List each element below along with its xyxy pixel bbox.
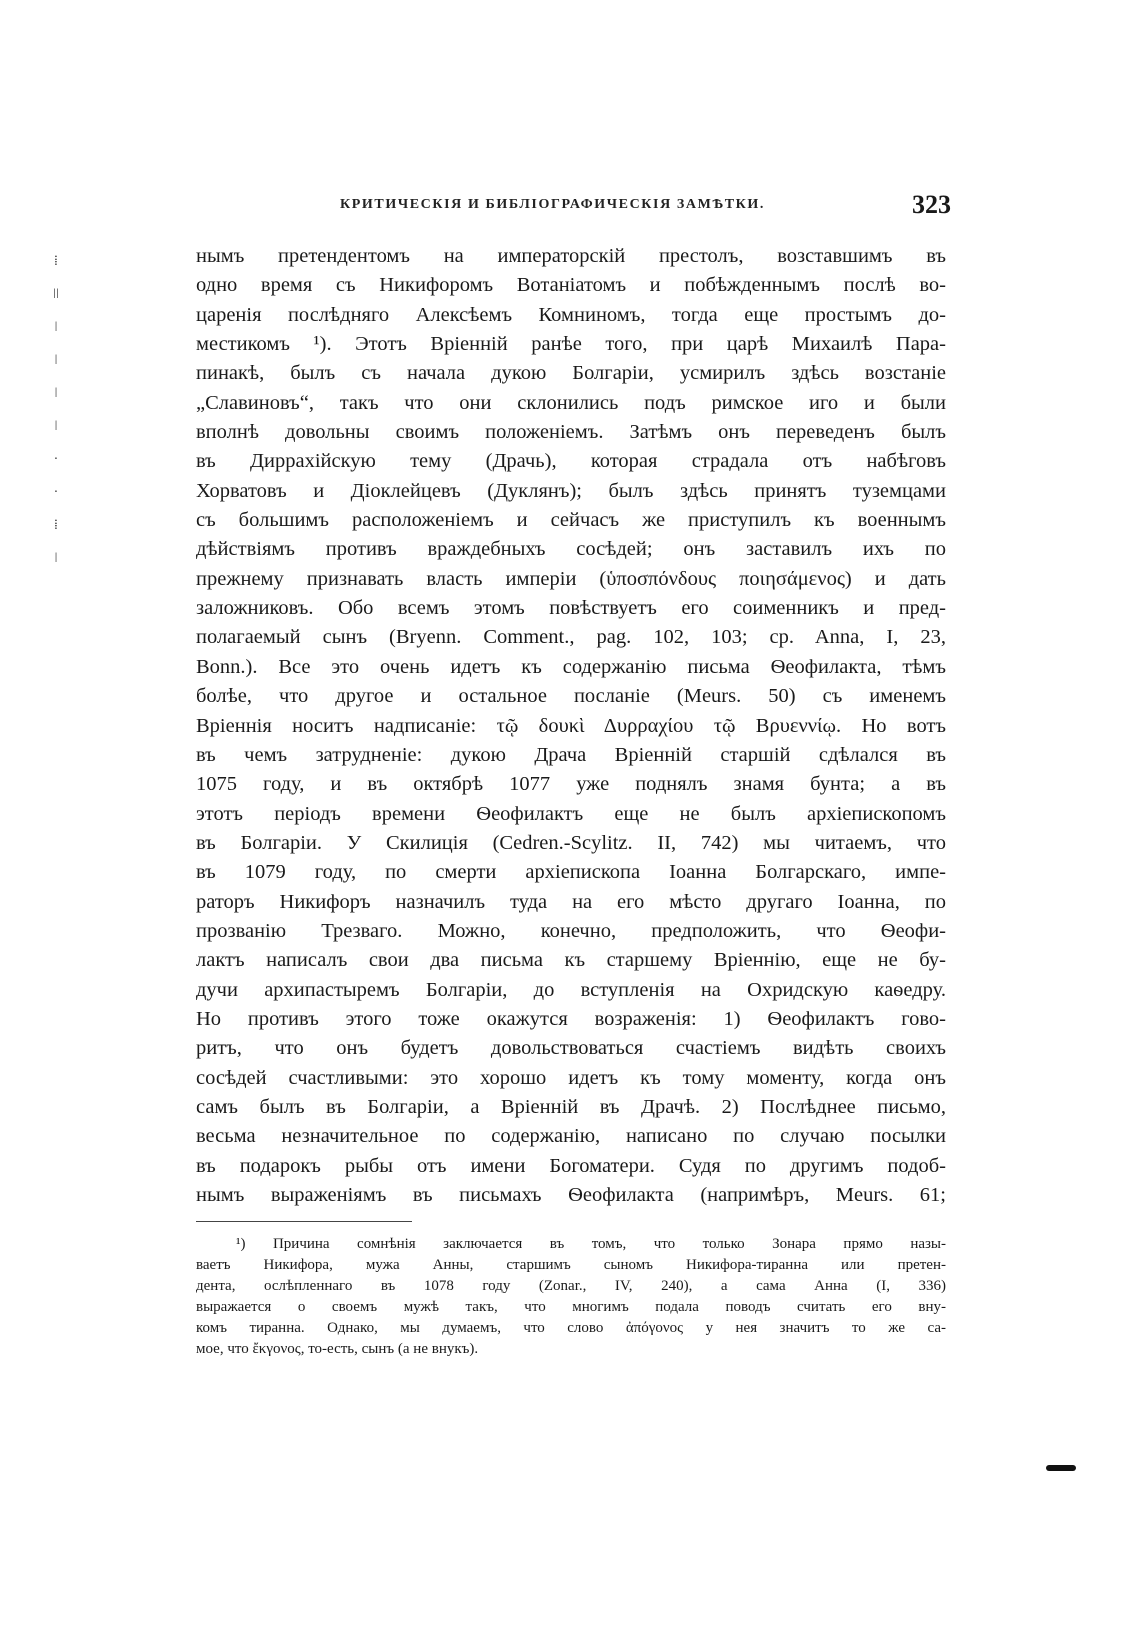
body-line: нымъ выраженіямъ въ письмахъ Ѳеофилакта (напримѣръ, Meurs. 61;: [196, 1184, 946, 1206]
body-line: Вріеннія носитъ надписаніе: τῷ δουκὶ Δυρραχίου τῷ Βρυεννίῳ. Но вотъ: [196, 714, 946, 737]
running-head: КРИТИЧЕСКІЯ И БИБЛІОГРАФИЧЕСКІЯ ЗАМѢТКИ.: [340, 197, 765, 212]
body-line: прозванію Трезваго. Можно, конечно, предположить, что Ѳеофи-: [196, 919, 946, 942]
body-line: прежнему признавать власть имперіи (ὑποσπόνδους ποιησάμενος) и дать: [196, 567, 946, 590]
body-line: весьма незначительное по содержанію, написано по случаю посылки: [196, 1125, 946, 1148]
margin-mark: ·: [53, 485, 59, 500]
margin-mark: ǀ: [54, 386, 58, 401]
body-line: болѣе, что другое и остальное посланіе (Meurs. 50) съ именемъ: [196, 685, 946, 708]
margin-mark: ǀ: [54, 419, 58, 434]
margin-mark: ǀ: [54, 353, 58, 368]
footnote: [196, 1234, 946, 1360]
margin-mark: ǀ: [54, 551, 58, 566]
body-line: сосѣдей счастливыми: это хорошо идетъ къ тому моменту, когда онъ: [196, 1066, 946, 1089]
body-line: Но противъ этого тоже окажутся возраженія: 1) Ѳеофилактъ гово-: [196, 1007, 946, 1030]
footnote-line: ваетъ Никифора, мужа Анны, старшимъ сыномъ Никифора-тиранна или претен-: [196, 1257, 946, 1273]
body-line: Хорватовъ и Діоклейцевъ (Дуклянъ); былъ здѣсь принятъ туземцами: [196, 479, 946, 502]
body-line: Bonn.). Все это очень идетъ къ содержанію письма Ѳеофилакта, тѣмъ: [196, 655, 946, 678]
body-line: съ большимъ расположеніемъ и сейчасъ же приступилъ къ военнымъ: [196, 509, 946, 532]
body-line: въ Болгаріи. У Скилицiя (Cedren.-Scylitz. II, 742) мы читаемъ, что: [196, 831, 946, 854]
body-line: пинакѣ, былъ съ начала дукою Болгаріи, усмирилъ здѣсь возстаніе: [196, 362, 946, 385]
page-number: 323: [912, 190, 951, 219]
body-line: въ Диррахійскую тему (Драчь), которая страдала отъ набѣговъ: [196, 450, 946, 473]
body-line: въ 1079 году, по смерти архіепископа Іоанна Болгарскаго, импе-: [196, 861, 946, 884]
footnote-line: выражается о своемъ мужѣ такъ, что многимъ подала поводъ считать его вну-: [196, 1299, 946, 1315]
footnote-line: мое, что ἔκγονος, то-есть, сынъ (а не внукъ).: [196, 1341, 479, 1357]
body-line: 1075 году, и въ октябрѣ 1077 уже поднялъ знамя бунта; а въ: [196, 773, 946, 796]
body-text: [196, 242, 946, 1210]
footnote-line: дента, ослѣпленнаго въ 1078 году (Zonar., IV, 240), а сама Анна (I, 336): [196, 1278, 946, 1294]
body-line: нымъ претендентомъ на императорскій престолъ, возставшимъ въ: [196, 245, 946, 267]
body-line: „Славиновъ“, такъ что они склонились подъ римское иго и были: [196, 391, 946, 414]
body-line: въ чемъ затрудненіе: дукою Драча Вріенній старшій сдѣлался въ: [196, 743, 946, 766]
margin-mark: ⁞: [54, 518, 58, 533]
margin-mark: ǀ: [54, 320, 58, 335]
footnote-line: комъ тиранна. Однако, мы думаемъ, что слово ἀπόγονος у нея значитъ то же са-: [196, 1320, 946, 1336]
body-line: местикомъ ¹). Этотъ Вріенній ранѣе того, при царѣ Михаилѣ Пара-: [196, 333, 946, 356]
margin-marks: [46, 254, 66, 584]
body-line: лактъ написалъ свои два письма къ старшему Вріеннію, еще не бу-: [196, 949, 946, 972]
body-line: раторъ Никифоръ назначилъ туда на его мѣсто другаго Іоанна, по: [196, 890, 946, 913]
body-line: заложниковъ. Обо всемъ этомъ повѣствуетъ его соименникъ и пред-: [196, 597, 946, 620]
body-line: этотъ періодъ времени Ѳеофилактъ еще не былъ архіепископомъ: [196, 802, 946, 825]
body-line: царенія послѣдняго Алексѣемъ Комниномъ, тогда еще простымъ до-: [196, 303, 946, 326]
margin-mark: ǀǀ: [53, 287, 59, 302]
body-line: ритъ, что онъ будетъ довольствоваться счастіемъ видѣть своихъ: [196, 1037, 946, 1060]
margin-mark: ⁞: [54, 254, 58, 269]
body-line: дѣйствіямъ противъ враждебныхъ сосѣдей; онъ заставилъ ихъ по: [196, 538, 946, 561]
footnote-line: ¹) Причина сомнѣнія заключается въ томъ, что только Зонара прямо назы-: [236, 1236, 946, 1252]
body-line: вполнѣ довольны своимъ положеніемъ. Затѣмъ онъ переведенъ былъ: [196, 421, 946, 444]
scan-edge-mark: [1046, 1465, 1076, 1471]
footnote-divider: [196, 1221, 412, 1222]
body-line: одно время съ Никифоромъ Вотаніатомъ и побѣжденнымъ послѣ во-: [196, 274, 946, 297]
body-line: самъ былъ въ Болгаріи, а Вріенній въ Драчѣ. 2) Послѣднее письмо,: [196, 1095, 946, 1118]
margin-mark: ·: [53, 452, 59, 467]
body-line: дучи архипастыремъ Болгаріи, до вступленія на Охридскую каѳедру.: [196, 978, 946, 1001]
body-line: въ подарокъ рыбы отъ имени Богоматери. Судя по другимъ подоб-: [196, 1154, 946, 1177]
body-line: полагаемый сынъ (Bryenn. Comment., pag. 102, 103; cp. Anna, I, 23,: [196, 626, 946, 649]
